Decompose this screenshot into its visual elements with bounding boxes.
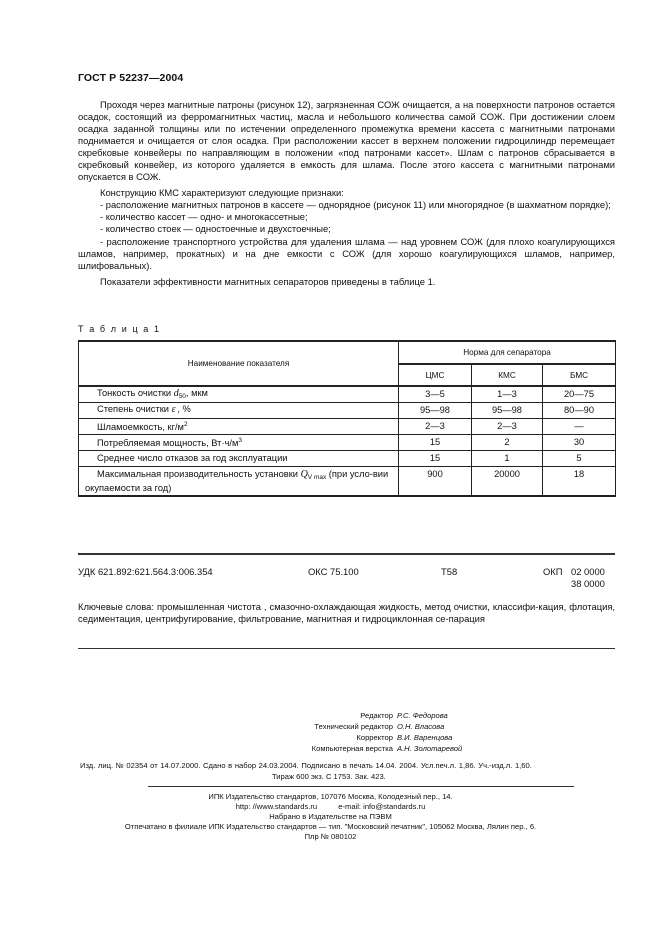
divider [78, 648, 615, 649]
imprint-line: Изд. лиц. № 02354 от 14.07.2000. Сдано в набор 24.03.2004. Подписано в печать 14.04. 2004. Усл.печ.л. 1,86. Уч.-изд.л. 1,60. [80, 761, 532, 770]
table-row [79, 402, 616, 418]
row-label: Степень очистки ε , % [79, 402, 399, 418]
list-item: - количество стоек — одностоечные и двухстоечные; [100, 223, 331, 235]
publisher-line: Плр № 080102 [304, 832, 357, 841]
paragraph: Конструкцию КМС характеризуют следующие признаки: [100, 187, 344, 199]
publisher-line: Отпечатано в филиале ИПК Издательство стандартов — тип. "Московский печатник", 105062 Москва, Лялин пер., 6. [124, 822, 537, 831]
row-label: Среднее число отказов за год эксплуатации [79, 450, 399, 466]
table-cell: 18 [543, 466, 616, 496]
oks-code: ОКС 75.100 [308, 566, 359, 577]
table-cell: 2 [472, 434, 543, 450]
credit-name: Р.С. Федорова [397, 711, 448, 720]
table-row [79, 450, 616, 466]
table-row [79, 386, 616, 402]
table-cell: 900 [399, 466, 472, 496]
paragraph: Проходя через магнитные патроны (рисунок 12), загрязненная СОЖ очищается, а на поверхности патронов остается осадок, состоящий из ферромагнитных частиц, масла и небольшого количества самой СОЖ. При достижении слоем осадка заданной толщины или по истечении определенного промежутка времени кассета с магнитными патронами поднимается и очищается от слоя осадка. При расположении кассет в верхнем положении гидроцилиндр перемещает скребковые конвейеры по направляющим в положении «под патронами кассет». Шлам с патронов сбрасывается в скребковый конвейер, из которого удаляется в емкость для шлама. После этого кассета с магнитными патронами опускается в СОЖ. [78, 99, 615, 183]
column-header-name: Наименование показателя [79, 341, 399, 386]
table-cell: 15 [399, 434, 472, 450]
udc-code: УДК 621.892:621.564.3:006.354 [78, 566, 213, 577]
divider [78, 553, 615, 555]
table-row [79, 418, 616, 434]
table-caption: Т а б л и ц а 1 [78, 324, 161, 334]
divider [148, 786, 574, 787]
column-header-bms: БМС [543, 364, 616, 386]
imprint-line: Тираж 600 экз. С 1753. Зак. 423. [272, 772, 386, 781]
column-header-cms: ЦМС [399, 364, 472, 386]
row-label: Потребляемая мощность, $Вт\cdot ч/м^3$ [79, 434, 399, 450]
table-cell: 3—5 [399, 386, 472, 402]
credit-label: Корректор [356, 733, 393, 742]
table-cell: 2—3 [399, 418, 472, 434]
table-cell: 1—3 [472, 386, 543, 402]
list-item: - расположение транспортного устройства для удаления шлама — над уровнем СОЖ (для плохо коагулирующихся шламов, например, прокатных) и на дне емкости с СОЖ (для хорошо коагулирующихся шламов, например, шлифовальных). [78, 235, 615, 271]
okp-code: 02 0000 38 0000 [571, 566, 605, 589]
paragraph: Показатели эффективности магнитных сепараторов приведены в таблице 1. [100, 275, 436, 287]
publisher-line: ИПК Издательство стандартов, 107076 Москва, Колодезный пер., 14. [208, 792, 453, 801]
credit-label: Технический редактор [314, 722, 393, 731]
publisher-line: http: //www.standards.ru e-mail: info@standards.ru [235, 802, 426, 811]
indicators-table [78, 340, 616, 497]
table-row [79, 466, 616, 496]
table-cell: 20000 [472, 466, 543, 496]
row-label: Максимальная производительность установки $Q_{V max}$ (при усло-вии окупаемости за год) [79, 466, 399, 496]
publisher-line: Набрано в Издательстве на ПЭВМ [269, 812, 392, 821]
table-row [79, 434, 616, 450]
column-header-kms: КМС [472, 364, 543, 386]
table-cell: — [543, 418, 616, 434]
table-cell: 2—3 [472, 418, 543, 434]
table-cell: 1 [472, 450, 543, 466]
list-item: - количество кассет — одно- и многокассетные; [100, 211, 308, 223]
row-label: Шламоемкость, $кг/м^2$ [79, 418, 399, 434]
credit-label: Компьютерная верстка [311, 744, 393, 753]
table-cell: 95—98 [472, 402, 543, 418]
credit-label: Редактор [360, 711, 393, 720]
table-cell: 5 [543, 450, 616, 466]
credit-name: А.Н. Золотаревой [397, 744, 463, 753]
row-label: Тонкость очистки $d_{50}$, мкм [79, 386, 399, 402]
keywords: Ключевые слова: промышленная чистота , смазочно-охлаждающая жидкость, метод очистки, классифи-кация, флотация, седиментация, центрифугирование, фильтрование, магнитная и гидроциклонная се-парация [78, 601, 615, 625]
table-cell: 20—75 [543, 386, 616, 402]
document-header: ГОСТ Р 52237—2004 [78, 72, 184, 84]
credit-name: О.Н. Власова [397, 722, 445, 731]
category-code: Т58 [441, 566, 458, 577]
table-cell: 80—90 [543, 402, 616, 418]
list-item: - расположение магнитных патронов в кассете — однорядное (рисунок 11) или многорядное (в шахматном порядке); [100, 199, 611, 211]
body-text [78, 99, 615, 288]
table-cell: 30 [543, 434, 616, 450]
okp-label: ОКП [543, 566, 563, 577]
credit-name: В.И. Варенцова [397, 733, 453, 742]
table-cell: 15 [399, 450, 472, 466]
table-cell: 95—98 [399, 402, 472, 418]
column-header-norm: Норма для сепаратора [399, 341, 616, 364]
